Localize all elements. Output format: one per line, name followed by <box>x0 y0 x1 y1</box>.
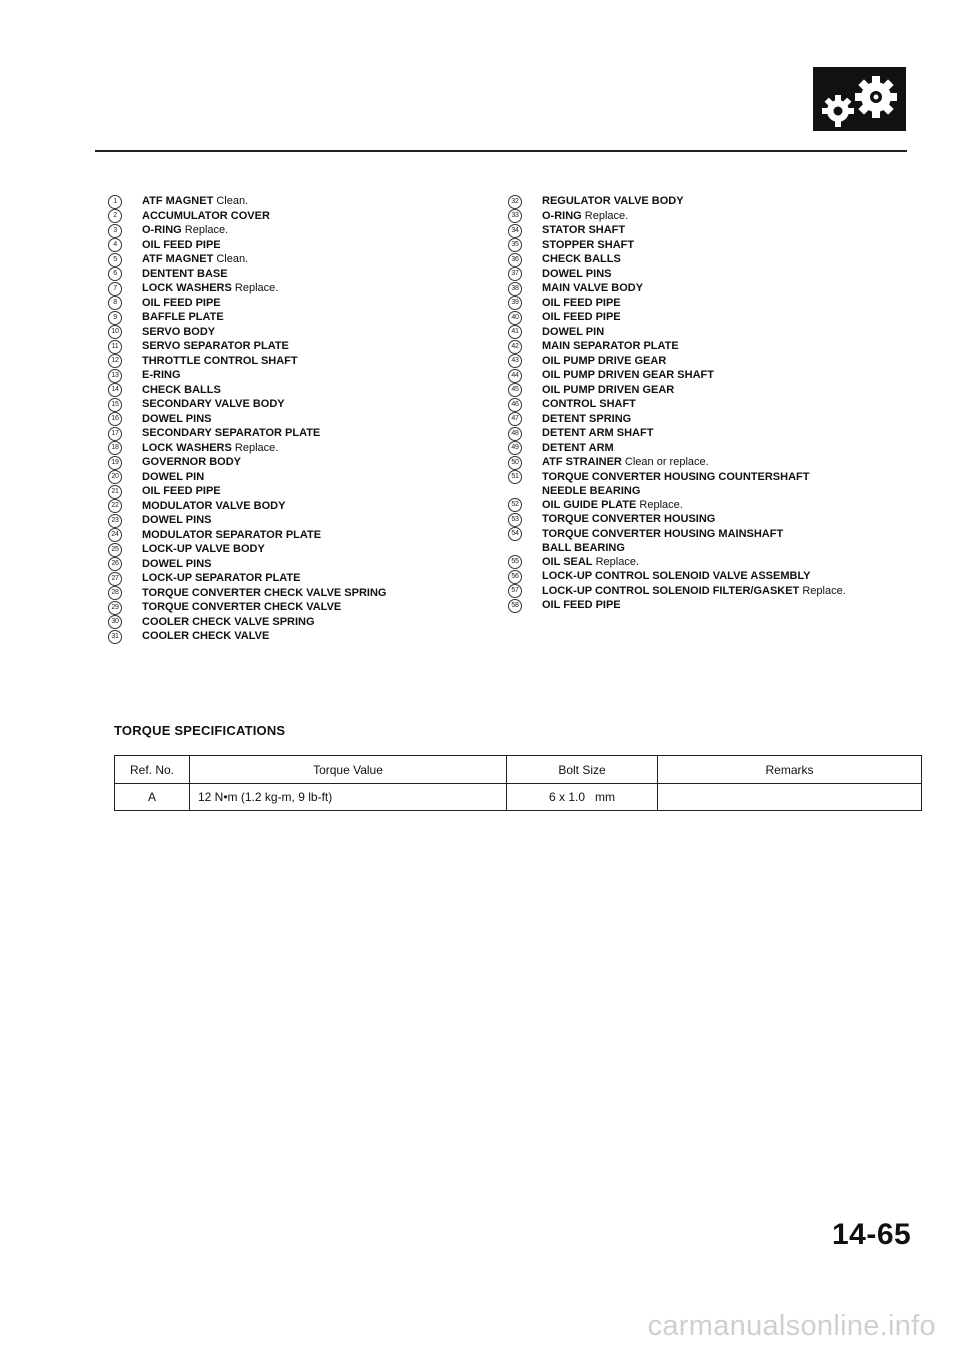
part-description <box>142 281 278 295</box>
part-list-item <box>508 281 938 296</box>
part-name: COOLER CHECK VALVE SPRING <box>142 615 315 628</box>
part-list-item <box>508 325 938 340</box>
part-list-item <box>108 281 498 296</box>
part-number-badge: 41 <box>508 325 522 339</box>
part-number-badge: 39 <box>508 296 522 310</box>
part-list-item <box>508 339 938 354</box>
part-description <box>542 383 674 397</box>
part-name: DETENT ARM <box>542 441 614 454</box>
part-number-badge: 15 <box>108 398 122 412</box>
part-name: MODULATOR VALVE BODY <box>142 499 286 512</box>
part-name: TORQUE CONVERTER HOUSING MAINSHAFT <box>542 527 784 540</box>
part-list-item <box>508 412 938 427</box>
part-list-item <box>508 397 938 412</box>
part-number-badge: 1 <box>108 195 122 209</box>
part-note: Replace. <box>639 498 683 511</box>
part-number-badge: 6 <box>108 267 122 281</box>
part-number-badge: 35 <box>508 238 522 252</box>
part-number-badge: 7 <box>108 282 122 296</box>
part-name: ACCUMULATOR COVER <box>142 209 270 222</box>
part-number-badge: 29 <box>108 601 122 615</box>
part-note: Replace. <box>584 209 629 222</box>
part-number-badge: 16 <box>108 412 122 426</box>
part-number-badge: 9 <box>108 311 122 325</box>
cell-remarks <box>658 784 922 811</box>
part-description <box>542 470 809 498</box>
part-list-item <box>508 455 938 470</box>
col-header-bolt-size: Bolt Size <box>507 756 658 784</box>
part-description <box>142 296 221 310</box>
part-description <box>542 296 621 310</box>
part-number-badge: 33 <box>508 209 522 223</box>
part-name: MODULATOR SEPARATOR PLATE <box>142 528 322 541</box>
part-list-item <box>108 252 498 267</box>
part-name: DENTENT BASE <box>142 267 228 280</box>
part-name: LOCK WASHERS <box>142 441 232 454</box>
part-name: OIL GUIDE PLATE <box>542 498 637 511</box>
part-list-item <box>508 310 938 325</box>
part-name: DETENT ARM SHAFT <box>542 427 654 439</box>
part-list-item <box>108 383 498 398</box>
part-list-item <box>508 209 938 224</box>
part-number-badge: 12 <box>108 354 122 368</box>
part-name: TORQUE CONVERTER CHECK VALVE SPRING <box>142 586 387 599</box>
part-number-badge: 32 <box>508 195 522 209</box>
part-number-badge: 37 <box>508 267 522 281</box>
part-number-badge: 51 <box>508 470 522 484</box>
part-name: ATF MAGNET <box>142 253 214 265</box>
part-description <box>142 600 341 614</box>
part-name: LOCK-UP SEPARATOR PLATE <box>142 572 301 584</box>
part-list-item <box>508 368 938 383</box>
part-note: Replace. <box>802 584 846 597</box>
part-number-badge: 47 <box>508 412 522 426</box>
part-list-item <box>108 600 498 615</box>
part-number-badge: 55 <box>508 555 522 569</box>
cell-ref: A <box>115 784 190 811</box>
part-description <box>542 455 709 469</box>
part-list-item <box>108 470 498 485</box>
part-list-item <box>108 209 498 224</box>
part-number-badge: 44 <box>508 369 522 383</box>
part-list-item <box>508 238 938 253</box>
part-number-badge: 24 <box>108 528 122 542</box>
part-number-badge: 20 <box>108 470 122 484</box>
part-name: SECONDARY VALVE BODY <box>142 398 285 410</box>
part-list-item <box>508 252 938 267</box>
part-number-badge: 28 <box>108 586 122 600</box>
part-list-item <box>108 412 498 427</box>
part-name-continued: NEEDLE BEARING <box>542 484 641 497</box>
part-list-item <box>108 368 498 383</box>
part-list-item <box>108 194 498 209</box>
part-number-badge: 23 <box>108 514 122 528</box>
part-number-badge: 19 <box>108 456 122 470</box>
part-name: OIL FEED PIPE <box>542 311 621 323</box>
part-description <box>142 383 221 397</box>
part-description <box>542 441 614 455</box>
part-name: OIL FEED PIPE <box>142 485 221 497</box>
part-note: Clean or replace. <box>624 456 709 468</box>
part-number-badge: 43 <box>508 354 522 368</box>
part-number-badge: 50 <box>508 456 522 470</box>
part-description <box>142 470 204 484</box>
part-list-item <box>108 455 498 470</box>
part-number-badge: 31 <box>108 630 122 644</box>
part-description <box>542 412 631 426</box>
part-number-badge: 58 <box>508 599 522 613</box>
part-name: OIL PUMP DRIVE GEAR <box>542 354 667 367</box>
part-description <box>142 586 386 600</box>
part-name: DOWEL PINS <box>142 514 212 526</box>
part-list-item <box>508 584 938 599</box>
part-description <box>142 209 270 223</box>
part-name: OIL SEAL <box>542 555 593 568</box>
part-description <box>142 325 215 339</box>
part-description <box>542 584 846 598</box>
header-rule <box>95 150 907 152</box>
part-description <box>142 238 221 252</box>
part-number-badge: 34 <box>508 224 522 238</box>
part-list-item <box>108 397 498 412</box>
part-number-badge: 18 <box>108 441 122 455</box>
part-list-item <box>108 238 498 253</box>
part-number-badge: 52 <box>508 498 522 512</box>
part-name: MAIN VALVE BODY <box>542 282 644 294</box>
part-list-item <box>508 512 938 527</box>
part-name: MAIN SEPARATOR PLATE <box>542 340 679 352</box>
part-list-item <box>508 426 938 441</box>
part-number-badge: 46 <box>508 398 522 412</box>
part-description <box>542 426 653 440</box>
part-name: SERVO BODY <box>142 325 216 338</box>
part-name: DOWEL PINS <box>542 267 612 280</box>
part-name: O-RING <box>142 224 182 236</box>
part-note: Replace. <box>184 224 229 236</box>
part-description <box>542 194 684 208</box>
part-name: LOCK WASHERS <box>142 282 232 294</box>
torque-spec-title: TORQUE SPECIFICATIONS <box>114 723 286 738</box>
part-list-item <box>108 571 498 586</box>
part-description <box>542 281 643 295</box>
part-list-item <box>108 310 498 325</box>
part-description <box>142 571 301 585</box>
part-description <box>142 194 248 208</box>
part-number-badge: 54 <box>508 527 522 541</box>
part-name: LOCK-UP VALVE BODY <box>142 543 265 555</box>
part-number-badge: 22 <box>108 499 122 513</box>
part-name: SERVO SEPARATOR PLATE <box>142 340 289 352</box>
part-number-badge: 40 <box>508 311 522 325</box>
part-description <box>542 267 611 281</box>
part-number-badge: 2 <box>108 209 122 223</box>
part-description <box>142 368 181 382</box>
part-list-item <box>508 498 938 513</box>
part-description <box>142 412 211 426</box>
part-description <box>142 426 320 440</box>
part-number-badge: 57 <box>508 584 522 598</box>
part-name: OIL FEED PIPE <box>542 599 621 612</box>
part-description <box>142 267 228 281</box>
part-name: OIL FEED PIPE <box>142 238 221 251</box>
part-list-item <box>108 441 498 456</box>
part-description <box>542 252 621 266</box>
part-number-badge: 30 <box>108 615 122 629</box>
part-number-badge: 53 <box>508 513 522 527</box>
part-name: BAFFLE PLATE <box>142 311 224 323</box>
part-name: REGULATOR VALVE BODY <box>542 195 684 207</box>
part-description <box>542 397 636 411</box>
part-description <box>142 310 224 324</box>
part-list-item <box>508 470 938 498</box>
part-description <box>542 569 811 583</box>
part-name: E-RING <box>142 369 181 381</box>
col-header-torque-value: Torque Value <box>190 756 507 784</box>
part-description <box>142 484 221 498</box>
part-note: Replace. <box>595 555 640 568</box>
part-name: TORQUE CONVERTER HOUSING COUNTERSHAFT <box>542 470 810 483</box>
part-description <box>542 368 714 382</box>
part-description <box>142 528 321 542</box>
part-name: OIL FEED PIPE <box>542 296 621 309</box>
part-description <box>142 397 285 411</box>
part-name: CHECK BALLS <box>142 383 221 396</box>
part-name: DOWEL PINS <box>142 557 212 570</box>
part-note: Clean. <box>216 195 249 207</box>
part-list-item <box>108 629 498 644</box>
part-number-badge: 4 <box>108 238 122 252</box>
part-note: Replace. <box>234 282 279 294</box>
part-description <box>142 499 285 513</box>
part-list-item <box>108 296 498 311</box>
part-list-item <box>508 527 938 555</box>
part-name: TORQUE CONVERTER HOUSING <box>542 513 716 526</box>
part-list-item <box>108 354 498 369</box>
col-header-remarks: Remarks <box>658 756 922 784</box>
part-name: CHECK BALLS <box>542 253 621 265</box>
part-list-item <box>508 354 938 369</box>
part-name: OIL PUMP DRIVEN GEAR SHAFT <box>542 369 714 381</box>
watermark: carmanualsonline.info <box>647 1310 936 1342</box>
part-name: ATF MAGNET <box>142 195 214 207</box>
part-list-item <box>108 499 498 514</box>
part-description <box>142 513 211 527</box>
part-description <box>542 223 625 237</box>
part-name: ATF STRAINER <box>542 456 622 468</box>
part-name: DETENT SPRING <box>542 412 632 425</box>
part-description <box>542 555 639 569</box>
part-name: OIL FEED PIPE <box>142 296 221 309</box>
part-list-item <box>108 513 498 528</box>
part-list-item <box>508 441 938 456</box>
part-list-item <box>508 555 938 570</box>
part-list-item <box>108 484 498 499</box>
part-name: COOLER CHECK VALVE <box>142 630 270 642</box>
part-number-badge: 36 <box>508 253 522 267</box>
table-header-row <box>115 756 922 784</box>
part-list-item <box>108 325 498 340</box>
part-number-badge: 27 <box>108 572 122 586</box>
part-list-item <box>508 267 938 282</box>
part-name: THROTTLE CONTROL SHAFT <box>142 354 298 367</box>
part-number-badge: 13 <box>108 369 122 383</box>
part-name: STOPPER SHAFT <box>542 238 635 251</box>
part-description <box>142 542 265 556</box>
part-list-item <box>108 267 498 282</box>
part-description <box>142 339 289 353</box>
part-number-badge: 49 <box>508 441 522 455</box>
part-description <box>542 238 634 252</box>
part-description <box>542 512 715 526</box>
part-name: OIL PUMP DRIVEN GEAR <box>542 383 675 396</box>
part-list-item <box>108 223 498 238</box>
part-description <box>142 557 211 571</box>
part-list-item <box>108 586 498 601</box>
part-description <box>142 629 269 643</box>
part-number-badge: 21 <box>108 485 122 499</box>
part-description <box>142 252 248 266</box>
part-description <box>142 441 278 455</box>
cell-bolt-size: 6 x 1.0 mm <box>507 784 658 811</box>
part-number-badge: 42 <box>508 340 522 354</box>
part-description <box>542 498 683 512</box>
part-number-badge: 25 <box>108 543 122 557</box>
part-list-item <box>108 339 498 354</box>
part-name: DOWEL PINS <box>142 412 212 425</box>
part-list-item <box>508 569 938 584</box>
part-list-item <box>508 296 938 311</box>
part-description <box>142 223 228 237</box>
part-description <box>142 615 315 629</box>
part-number-badge: 26 <box>108 557 122 571</box>
part-number-badge: 3 <box>108 224 122 238</box>
part-description <box>142 354 298 368</box>
col-header-ref: Ref. No. <box>115 756 190 784</box>
torque-spec-table <box>114 755 922 811</box>
part-description <box>542 598 621 612</box>
part-list-item <box>108 615 498 630</box>
part-description <box>542 310 621 324</box>
table-row <box>115 784 922 811</box>
part-name: O-RING <box>542 209 582 222</box>
part-description <box>542 354 666 368</box>
part-number-badge: 48 <box>508 427 522 441</box>
part-number-badge: 17 <box>108 427 122 441</box>
part-name: TORQUE CONVERTER CHECK VALVE <box>142 601 342 613</box>
part-number-badge: 8 <box>108 296 122 310</box>
part-description <box>142 455 241 469</box>
gears-icon <box>813 67 906 131</box>
part-list-item <box>508 383 938 398</box>
part-number-badge: 56 <box>508 570 522 584</box>
part-name-continued: BALL BEARING <box>542 541 625 554</box>
parts-list-right <box>508 194 938 613</box>
part-number-badge: 45 <box>508 383 522 397</box>
part-list-item <box>508 598 938 613</box>
part-name: DOWEL PIN <box>542 325 605 338</box>
part-list-item <box>508 223 938 238</box>
cell-torque-value: 12 N•m (1.2 kg-m, 9 lb-ft) <box>190 784 507 811</box>
part-name: LOCK-UP CONTROL SOLENOID VALVE ASSEMBLY <box>542 570 811 583</box>
part-description <box>542 209 628 223</box>
part-note: Replace. <box>234 441 279 454</box>
page-number: 14-65 <box>832 1218 912 1251</box>
part-list-item <box>508 194 938 209</box>
part-description <box>542 527 783 555</box>
part-number-badge: 11 <box>108 340 122 354</box>
part-description <box>542 325 604 339</box>
part-name: STATOR SHAFT <box>542 224 626 236</box>
part-name: SECONDARY SEPARATOR PLATE <box>142 427 321 439</box>
part-number-badge: 5 <box>108 253 122 267</box>
part-description <box>542 339 679 353</box>
part-list-item <box>108 542 498 557</box>
part-list-item <box>108 528 498 543</box>
part-name: LOCK-UP CONTROL SOLENOID FILTER/GASKET <box>542 584 800 597</box>
part-name: DOWEL PIN <box>142 470 205 483</box>
part-name: CONTROL SHAFT <box>542 398 636 410</box>
part-number-badge: 38 <box>508 282 522 296</box>
part-name: GOVERNOR BODY <box>142 456 242 468</box>
part-number-badge: 10 <box>108 325 122 339</box>
part-note: Clean. <box>216 253 249 265</box>
part-list-item <box>108 557 498 572</box>
part-list-item <box>108 426 498 441</box>
part-number-badge: 14 <box>108 383 122 397</box>
parts-list-left <box>108 194 498 644</box>
